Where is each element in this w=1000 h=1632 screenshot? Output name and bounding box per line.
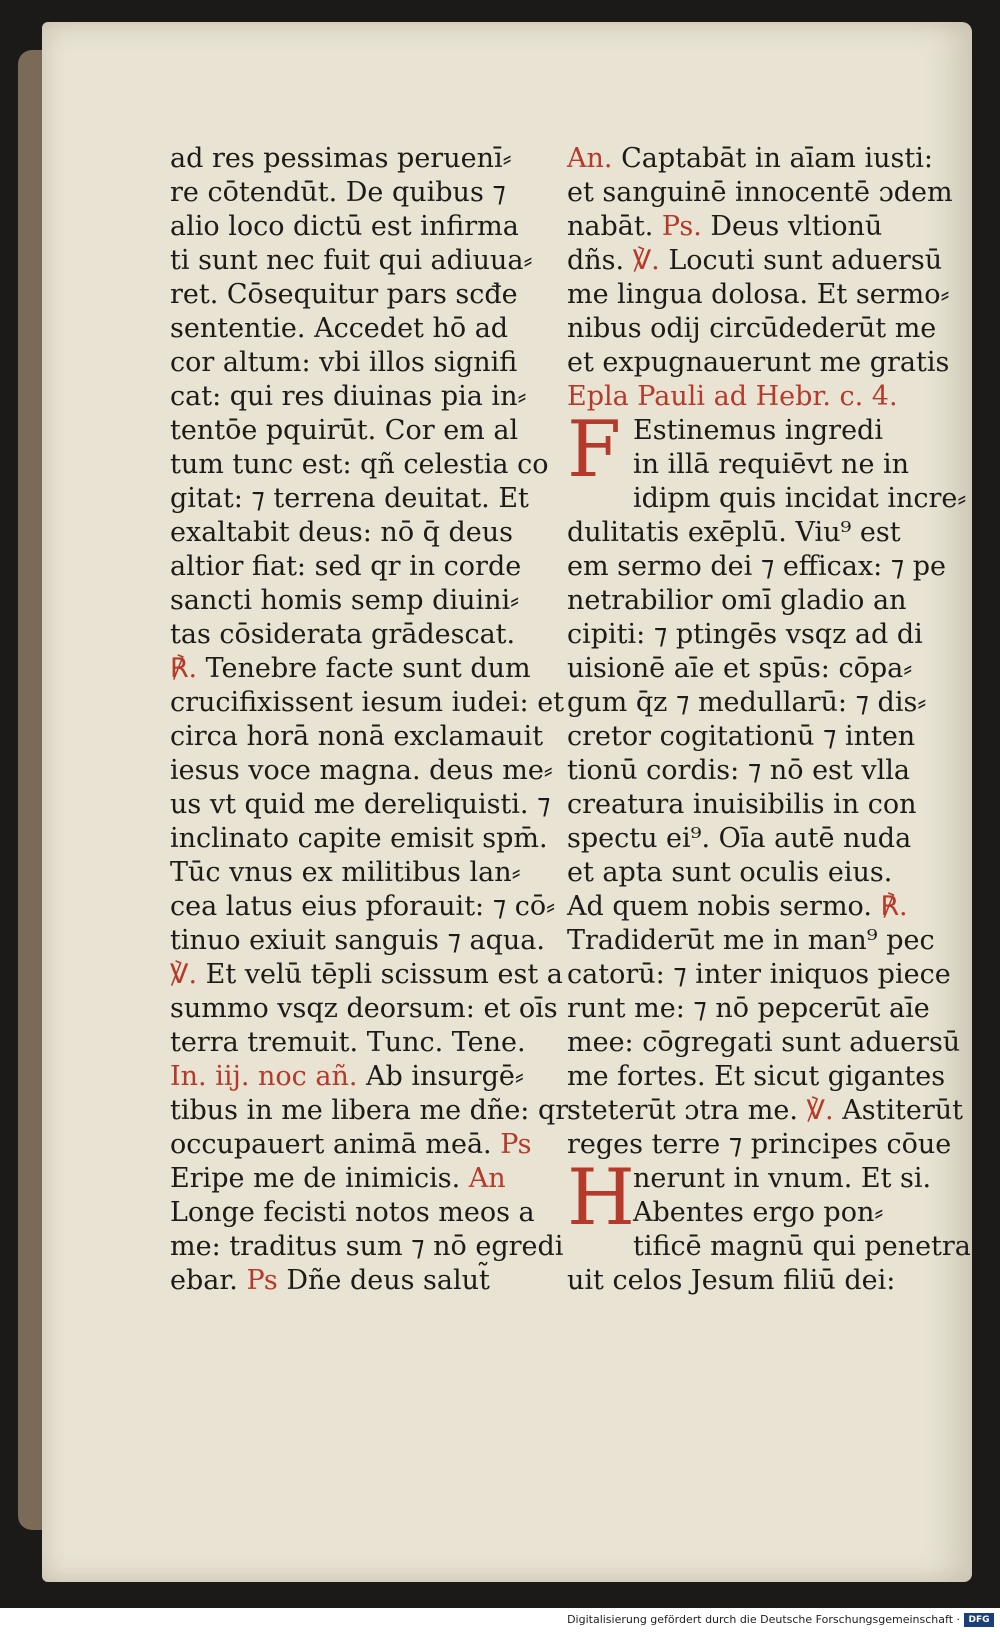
text-line: [567, 550, 947, 584]
line-text: tificē magnū qui penetra⸗: [633, 1231, 980, 1262]
line-text: nibus odij circūdederūt me: [567, 313, 937, 344]
line-text: idipm quis incidat incre⸗: [633, 483, 967, 514]
line-text: tas cōsiderata grādescat.: [170, 619, 516, 650]
line-text: terra tremuit. Tunc. Tene.: [170, 1027, 526, 1058]
line-text: cor altum: vbi illos signifi: [170, 347, 518, 378]
text-line: [567, 686, 942, 720]
text-line: [170, 448, 549, 482]
text-line: [567, 1060, 946, 1094]
text-line: [170, 822, 548, 856]
rubric-marker: ℟.: [170, 653, 198, 684]
line-text: reges terre ⁊ principes cōue: [567, 1129, 952, 1160]
line-text: crucifixissent iesum iudei: et: [170, 687, 565, 718]
text-line: [170, 788, 551, 822]
text-line: [170, 720, 545, 754]
text-line: [567, 618, 942, 652]
text-line: [170, 924, 545, 958]
line-text: uisionē aīe et spūs: cōpa⸗: [567, 653, 913, 684]
line-text: uit celos Jesum filiū dei:: [567, 1265, 896, 1296]
text-line: [567, 584, 942, 618]
line-text: tentōe pquirūt. Cor em al: [170, 415, 519, 446]
line-text: tinuo exiuit sanguis ⁊ aqua.: [170, 925, 545, 956]
line-text: ret. Cōsequitur pars scđe: [170, 279, 518, 310]
line-text: iesus voce magna. deus me⸗: [170, 755, 553, 786]
line-text: me lingua dolosa. Et sermo⸗: [567, 279, 950, 310]
text-line: [170, 686, 565, 720]
line-text: circa horā nonā exclamauit: [170, 721, 544, 752]
line-text: cipiti: ⁊ ptingēs vsqz ad di: [567, 619, 923, 650]
line-text: gitat: ⁊ terrena deuitat. Et: [170, 483, 529, 514]
line-text: Et velū tēpli scissum est a: [197, 959, 563, 990]
line-text: Eripe me de inimicis.: [170, 1163, 461, 1194]
text-line: [567, 346, 950, 380]
text-line: [170, 210, 545, 244]
line-text: gum q̄z ⁊ medullarū: ⁊ dis⸗: [567, 687, 927, 718]
text-line: [567, 1026, 961, 1060]
text-line: [170, 584, 545, 618]
text-line: [170, 754, 553, 788]
line-text: nerunt in vnum. Et si.: [633, 1163, 932, 1194]
text-line: [170, 1060, 545, 1094]
text-line: [170, 890, 556, 924]
line-text: catorū: ⁊ inter iniquos piece: [567, 959, 951, 990]
line-text: dulitatis exēplū. Viu⁹ est: [567, 517, 901, 548]
line-text: sancti homis semp diuini⸗: [170, 585, 520, 616]
line-text: ti sunt nec fuit qui adiuua⸗: [170, 245, 533, 276]
digitization-credit: [0, 1608, 1000, 1632]
line-text: altior fiat: sed qr in corde: [170, 551, 522, 582]
text-line: [170, 380, 545, 414]
text-line: [170, 1162, 545, 1196]
line-text: Estinemus ingredi: [633, 415, 883, 446]
text-line: [170, 244, 545, 278]
line-text: et sanguinē innocentē ɔdem: [567, 177, 953, 208]
text-line: [567, 1094, 964, 1128]
text-line: [170, 992, 558, 1026]
line-text: tionū cordis: ⁊ nō est vlla: [567, 755, 910, 786]
text-line: [170, 856, 545, 890]
text-line: [567, 890, 942, 924]
text-line: [567, 958, 951, 992]
line-text: dñs.: [567, 245, 625, 276]
right-text-column: [567, 142, 980, 1298]
text-line: [170, 482, 545, 516]
text-line: [170, 958, 563, 992]
line-text: exaltabit deus: nō q̄ deus: [170, 517, 514, 548]
line-text: cretor cogitationū ⁊ inten: [567, 721, 916, 752]
line-text: creatura inuisibilis in con: [567, 789, 917, 820]
rubric-marker: ℣.: [624, 245, 660, 276]
text-line: [567, 822, 942, 856]
line-text: alio loco dictū est infirma: [170, 211, 519, 242]
line-text: steterūt ɔtra me.: [567, 1095, 798, 1126]
line-text: nabāt.: [567, 211, 654, 242]
line-text: cea latus eius pforauit: ⁊ cō⸗: [170, 891, 556, 922]
line-text: mee: cōgregati sunt aduersū: [567, 1027, 961, 1058]
initial-capital: F: [567, 405, 622, 495]
line-text: us vt quid me dereliquisti. ⁊: [170, 789, 551, 820]
text-line: [170, 1264, 545, 1298]
line-text: Longe fecisti notos meos a: [170, 1197, 535, 1228]
text-line: [567, 1264, 942, 1298]
rubric-marker: ℣.: [797, 1095, 834, 1126]
dfg-logo: DFG: [964, 1613, 994, 1627]
text-line: [567, 278, 950, 312]
initial-capital: H: [567, 1153, 636, 1243]
line-text: tibus in me libera me dñe: qr: [170, 1095, 569, 1126]
line-text: netrabilior omī gladio an: [567, 585, 907, 616]
text-line: [170, 516, 545, 550]
text-line: [170, 550, 545, 584]
rubric-marker: An.: [567, 143, 613, 174]
text-line: [170, 652, 545, 686]
line-text: et apta sunt oculis eius.: [567, 857, 893, 888]
text-line: [567, 992, 942, 1026]
text-line: [170, 176, 545, 210]
text-line: [567, 312, 942, 346]
text-line: [170, 1094, 569, 1128]
line-text: ad res pessimas peruenī⸗: [170, 143, 512, 174]
text-line: [567, 516, 942, 550]
text-line: [567, 720, 942, 754]
text-line: [567, 482, 967, 516]
line-text: occupauert animā meā.: [170, 1129, 492, 1160]
rubric-marker: ℣.: [170, 959, 198, 990]
rubric-marker: Ps: [491, 1129, 532, 1160]
left-text-column: [170, 142, 569, 1298]
text-line: [170, 1026, 545, 1060]
line-text: re cōtendūt. De quibus ⁊: [170, 177, 506, 208]
text-line: [170, 142, 545, 176]
text-line: [567, 1128, 952, 1162]
line-text: Astiterūt: [833, 1095, 964, 1126]
line-text: spectu ei⁹. Oīa autē nuda: [567, 823, 912, 854]
line-text: me: traditus sum ⁊ nō egredi: [170, 1231, 564, 1262]
line-text: cat: qui res diuinas pia in⸗: [170, 381, 527, 412]
text-line: [567, 244, 942, 278]
text-line: [567, 788, 942, 822]
text-line: [567, 652, 942, 686]
text-line: [170, 346, 545, 380]
text-line: [567, 142, 942, 176]
line-text: ebar.: [170, 1265, 238, 1296]
line-text: em sermo dei ⁊ efficax: ⁊ pe: [567, 551, 947, 582]
text-line: [170, 1128, 545, 1162]
credit-text: Digitalisierung gefördert durch die Deutsche Forschungsgemeinschaft ·: [567, 1613, 960, 1626]
text-line: [170, 618, 545, 652]
text-line: [567, 856, 942, 890]
line-text: me fortes. Et sicut gigantes: [567, 1061, 946, 1092]
line-text: Tūc vnus ex militibus lan⸗: [170, 857, 521, 888]
line-text: runt me: ⁊ nō pepcerūt aīe: [567, 993, 930, 1024]
line-text: et expugnauerunt me gratis: [567, 347, 950, 378]
line-text: Tradiderūt me in man⁹ pec: [567, 925, 935, 956]
rubric-marker: In. iij. noc añ.: [170, 1061, 358, 1092]
line-text: Dñe deus salut̃: [277, 1265, 490, 1296]
line-text: Tenebre facte sunt dum: [197, 653, 531, 684]
rubric-marker: Ps.: [653, 211, 702, 242]
rubric-marker: An: [460, 1163, 506, 1194]
rubric-marker: Epla Pauli ad Hebr. c. 4.: [567, 381, 898, 412]
line-text: Ab insurgē⸗: [357, 1061, 524, 1092]
text-line: [567, 924, 942, 958]
text-line: [170, 414, 545, 448]
line-text: Ad quem nobis sermo.: [567, 891, 872, 922]
text-line: [567, 754, 942, 788]
line-text: summo vsqz deorsum: et oīs: [170, 993, 558, 1024]
line-text: Locuti sunt aduersū: [659, 245, 943, 276]
line-text: inclinato capite emisit spm̄.: [170, 823, 548, 854]
line-text: Deus vltionū: [701, 211, 883, 242]
text-line: [170, 1196, 545, 1230]
line-text: Abentes ergo pon⸗: [633, 1197, 884, 1228]
text-line: [170, 278, 545, 312]
text-line: [170, 1230, 564, 1264]
text-line: [170, 312, 545, 346]
text-line: [567, 380, 942, 414]
line-text: Captabāt in aīam iusti:: [612, 143, 933, 174]
rubric-marker: Ps: [237, 1265, 278, 1296]
line-text: tum tunc est: qñ celestia co: [170, 449, 549, 480]
line-text: in illā requiēvt ne in: [633, 449, 910, 480]
line-text: sententie. Accedet hō ad: [170, 313, 509, 344]
rubric-marker: ℟.: [871, 891, 908, 922]
text-line: [567, 210, 942, 244]
text-line: [567, 176, 953, 210]
